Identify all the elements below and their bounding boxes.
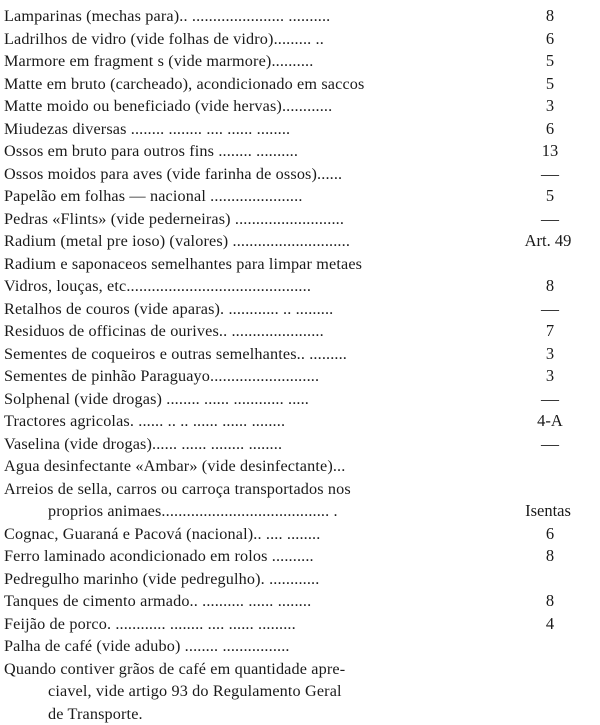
entry-text: de Transporte. <box>48 703 143 725</box>
entry-value: 13 <box>504 140 596 163</box>
entry-text: Arreios de sella, carros ou carroça transportados nos <box>4 478 351 501</box>
entry-text: Ossos moidos para aves (vide farinha de ossos)...... <box>4 163 342 186</box>
tariff-row <box>4 320 600 343</box>
tariff-row <box>4 253 600 276</box>
entry-text: Ferro laminado acondicionado em rolos .......... <box>4 545 314 568</box>
tariff-row <box>4 613 600 636</box>
entry-value: 3 <box>504 343 596 366</box>
tariff-row <box>4 500 600 523</box>
entry-value: 5 <box>504 73 596 96</box>
tariff-row <box>4 703 600 725</box>
entry-text: Vaselina (vide drogas)...... ...... ........ ........ <box>4 433 282 456</box>
entry-text: Sementes de coqueiros e outras semelhantes.. ......... <box>4 343 347 366</box>
entry-value: — <box>504 208 596 231</box>
entry-text: Radium e saponaceos semelhantes para limpar metaes <box>4 253 362 276</box>
tariff-row <box>4 5 600 28</box>
entry-text: Matte moido ou beneficiado (vide hervas)............ <box>4 95 332 118</box>
entry-value: 8 <box>504 590 596 613</box>
entry-text: Palha de café (vide adubo) ........ ................ <box>4 635 290 658</box>
entry-text: Ladrilhos de vidro (vide folhas de vidro)......... .. <box>4 28 324 51</box>
entry-text: Papelão em folhas — nacional ...................... <box>4 185 303 208</box>
entry-value: 4 <box>504 613 596 636</box>
entry-value: — <box>504 388 596 411</box>
entry-value: 7 <box>504 320 596 343</box>
entry-text: Solphenal (vide drogas) ........ ...... ............ ..... <box>4 388 309 411</box>
entry-value: 6 <box>504 118 596 141</box>
tariff-row <box>4 478 600 501</box>
tariff-row <box>4 208 600 231</box>
entry-value: 8 <box>504 5 596 28</box>
entry-value: 3 <box>504 365 596 388</box>
tariff-row <box>4 50 600 73</box>
tariff-row <box>4 410 600 433</box>
entry-text: Cognac, Guaraná e Pacová (nacional).. .... ........ <box>4 523 320 546</box>
entry-text: Radium (metal pre ioso) (valores) ............................ <box>4 230 350 253</box>
tariff-row <box>4 680 600 703</box>
entry-value: 4-A <box>504 410 596 433</box>
tariff-row <box>4 275 600 298</box>
tariff-row <box>4 658 600 681</box>
tariff-row <box>4 28 600 51</box>
tariff-row <box>4 230 600 253</box>
entry-text: Residuos de officinas de ourives.. ...................... <box>4 320 324 343</box>
tariff-row <box>4 95 600 118</box>
tariff-row <box>4 590 600 613</box>
entry-value: — <box>504 298 596 321</box>
entry-value: 6 <box>504 523 596 546</box>
tariff-row <box>4 185 600 208</box>
tariff-row <box>4 635 600 658</box>
entry-text: Marmore em fragment s (vide marmore).......... <box>4 50 313 73</box>
tariff-row <box>4 298 600 321</box>
entry-text: Matte em bruto (carcheado), acondicionado em saccos <box>4 73 364 96</box>
entry-text: Retalhos de couros (vide aparas). ............ .. ......... <box>4 298 333 321</box>
entry-value: Isentas <box>498 500 598 523</box>
tariff-row <box>4 343 600 366</box>
tariff-row <box>4 118 600 141</box>
entry-value: 8 <box>504 545 596 568</box>
entry-value: 8 <box>504 275 596 298</box>
entry-text: ciavel, vide artigo 93 do Regulamento Geral <box>48 680 342 703</box>
entry-value: Art. 49 <box>498 230 598 253</box>
tariff-row <box>4 545 600 568</box>
entry-text: proprios animaes........................................ . <box>48 500 338 523</box>
entry-text: Pedras «Flints» (vide pederneiras) .......................... <box>4 208 344 231</box>
entry-text: Sementes de pinhão Paraguayo.......................... <box>4 365 319 388</box>
tariff-row <box>4 73 600 96</box>
tariff-row <box>4 455 600 478</box>
entry-text: Lamparinas (mechas para).. ...................... .......... <box>4 5 330 28</box>
entry-text: Ossos em bruto para outros fins ........ .......... <box>4 140 298 163</box>
entry-text: Quando contiver grãos de café em quantidade apre- <box>4 658 345 681</box>
entry-value: 6 <box>504 28 596 51</box>
entry-text: Agua desinfectante «Ambar» (vide desinfectante)... <box>4 455 345 478</box>
entry-text: Tanques de cimento armado.. .......... ...... ........ <box>4 590 311 613</box>
entry-text: Miudezas diversas ........ ........ .... ...... ........ <box>4 118 290 141</box>
entry-value: 3 <box>504 95 596 118</box>
tariff-row <box>4 163 600 186</box>
tariff-row <box>4 388 600 411</box>
entry-value: — <box>504 163 596 186</box>
tariff-row <box>4 568 600 591</box>
entry-value: 5 <box>504 185 596 208</box>
entry-text: Pedregulho marinho (vide pedregulho). ............ <box>4 568 319 591</box>
tariff-row <box>4 433 600 456</box>
entry-value: 5 <box>504 50 596 73</box>
entry-text: Feijão de porco. ............ ........ .... ...... ......... <box>4 613 296 636</box>
entry-text: Vidros, louças, etc............................................ <box>4 275 311 298</box>
entry-text: Tractores agricolas. ...... .. .. ...... ...... ........ <box>4 410 285 433</box>
tariff-row <box>4 365 600 388</box>
entry-value: — <box>504 433 596 456</box>
tariff-row <box>4 140 600 163</box>
tariff-row <box>4 523 600 546</box>
